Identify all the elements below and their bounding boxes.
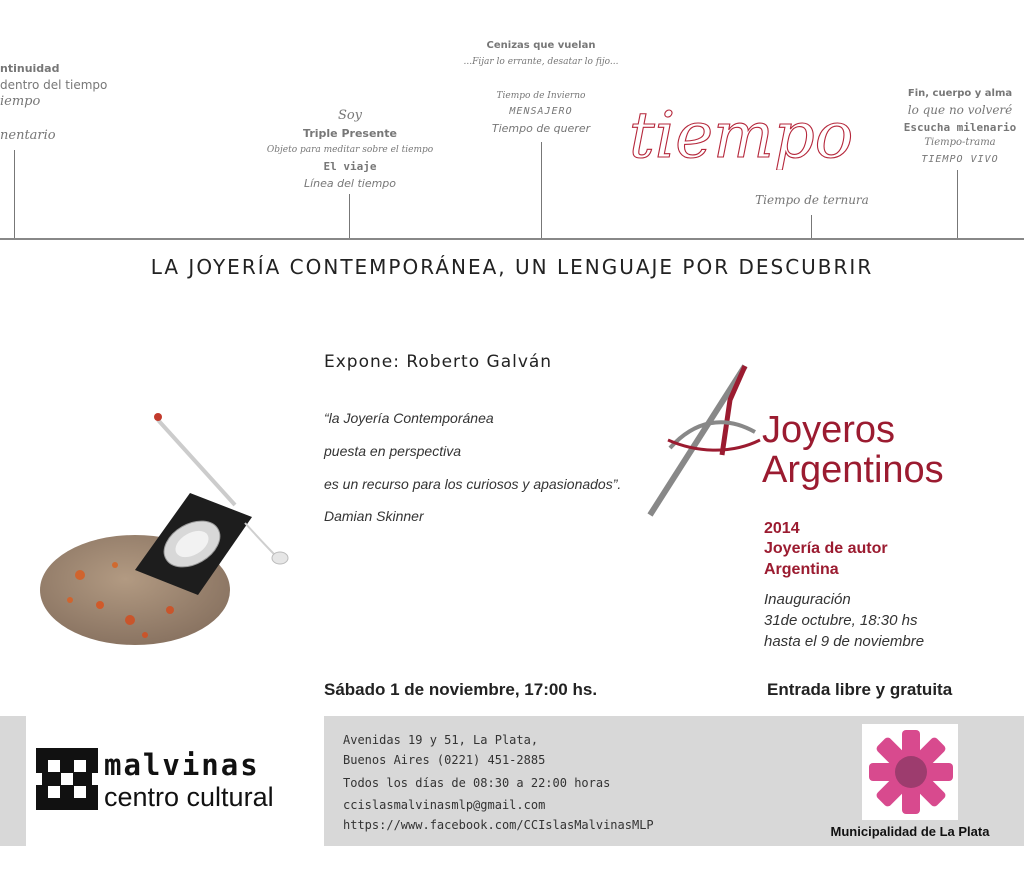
- quote-line: puesta en perspectiva: [324, 443, 461, 459]
- timeline-text: ...Fijar lo errante, desatar lo fijo...: [463, 57, 619, 67]
- jewel-photo: [40, 405, 310, 655]
- timeline-text: lo que no volveré: [907, 103, 1013, 117]
- timeline-text: MENSAJERO: [509, 106, 573, 117]
- timeline-text: El viaje: [323, 160, 377, 173]
- timeline-text: Tiempo-trama: [924, 137, 996, 148]
- timeline-text: Soy: [337, 108, 363, 123]
- exhibitor: Expone: Roberto Galván: [324, 352, 553, 372]
- timeline-text: Tiempo de ternura: [755, 193, 869, 207]
- municipality-name: Municipalidad de La Plata: [830, 824, 990, 839]
- timeline-tick: [957, 170, 958, 238]
- event-title: Argentina: [764, 561, 839, 578]
- event-date: Sábado 1 de noviembre, 17:00 hs.: [324, 680, 598, 699]
- joyeros-logo-icon: [640, 360, 770, 520]
- timeline-tick: [541, 142, 542, 238]
- opening-hours: Todos los días de 08:30 a 22:00 horas: [343, 776, 611, 790]
- timeline-text: Objeto para meditar sobre el tiempo: [266, 145, 434, 155]
- facebook-link[interactable]: https://www.facebook.com/CCIslasMalvinasMLP: [343, 818, 654, 832]
- inauguration-date: 31de octubre, 18:30 hs: [764, 612, 918, 629]
- timeline-text: ntinuidad: [0, 62, 60, 75]
- timeline-tick: [811, 215, 812, 238]
- quote-author: Damian Skinner: [324, 508, 424, 524]
- event-title: Joyería de autor: [764, 540, 888, 557]
- event-year: 2014: [764, 520, 800, 537]
- svg-text:tiempo: tiempo: [629, 99, 854, 170]
- timeline-text: Tiempo de Invierno: [496, 91, 586, 101]
- venue-subtitle: centro cultural: [104, 782, 274, 812]
- timeline-text: iempo: [0, 94, 41, 109]
- timeline-text: Tiempo de querer: [491, 122, 591, 135]
- brand-line2: Argentinos: [762, 449, 944, 491]
- address-line: Avenidas 19 y 51, La Plata,: [343, 733, 539, 747]
- timeline-axis: [0, 238, 1024, 240]
- brand-line1: Joyeros: [762, 409, 896, 451]
- malvinas-logo-icon: [36, 748, 98, 810]
- timeline-text: Fin, cuerpo y alma: [907, 88, 1013, 99]
- timeline-tick: [14, 150, 15, 238]
- timeline-text: Cenizas que vuelan: [486, 40, 596, 51]
- timeline-text: Línea del tiempo: [303, 177, 397, 190]
- inauguration-label: Inauguración: [764, 591, 851, 608]
- tiempo-wordmark: [625, 95, 885, 170]
- municipality-flower-icon: [866, 727, 956, 817]
- entry-info: Entrada libre y gratuita: [767, 680, 953, 699]
- address-line: Buenos Aires (0221) 451-2885: [343, 753, 546, 767]
- timeline-text: TIEMPO VIVO: [921, 154, 999, 165]
- timeline-text: Escucha milenario: [903, 121, 1017, 134]
- timeline-text: nentario: [0, 128, 56, 143]
- headline: LA JOYERÍA CONTEMPORÁNEA, UN LENGUAJE POR DESCUBRIR: [150, 255, 874, 279]
- quote-line: es un recurso para los curiosos y apasionados”.: [324, 476, 622, 492]
- timeline-tick: [349, 194, 350, 238]
- timeline-text: dentro del tiempo: [0, 78, 108, 92]
- exhibition-end: hasta el 9 de noviembre: [764, 633, 925, 650]
- email-link[interactable]: ccislasmalvinasmlp@gmail.com: [343, 798, 546, 812]
- quote-line: “la Joyería Contemporánea: [324, 410, 494, 426]
- timeline-text: Triple Presente: [303, 127, 397, 140]
- venue-name: malvinas: [104, 748, 260, 782]
